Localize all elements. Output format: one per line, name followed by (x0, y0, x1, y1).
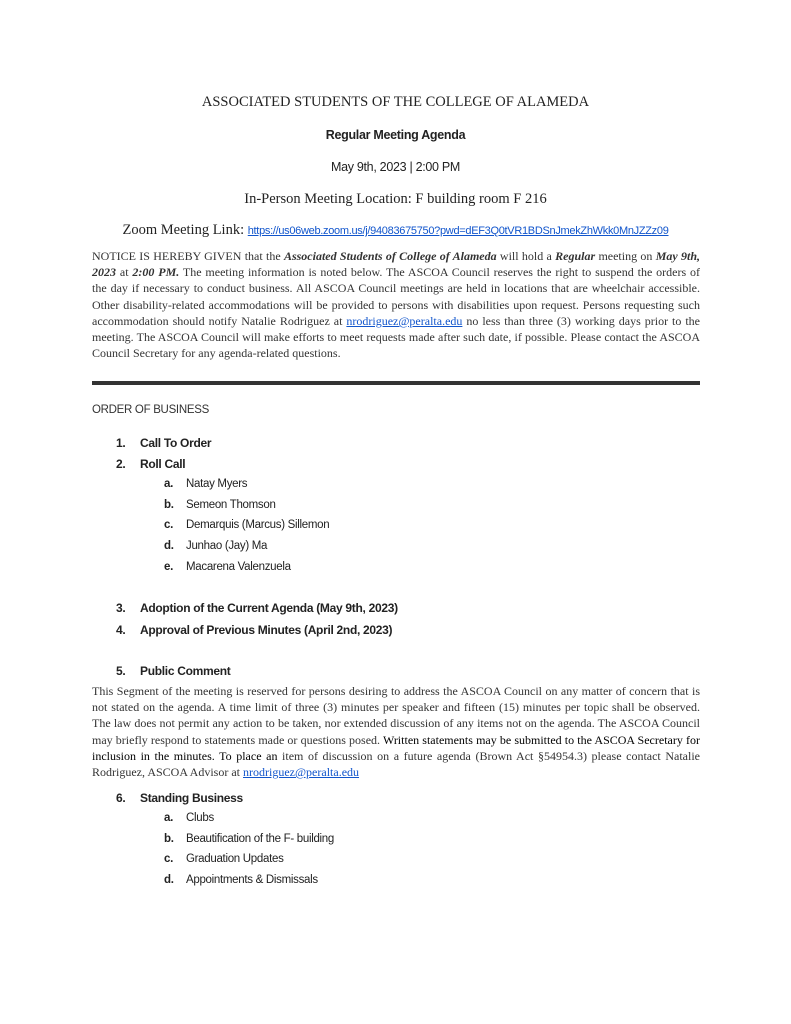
notice-email-link[interactable]: nrodriguez@peralta.edu (346, 313, 463, 328)
item-number: 4. (116, 623, 126, 637)
item-number: 6. (116, 791, 126, 805)
meeting-location: In-Person Meeting Location: F building room F 216 (244, 191, 547, 207)
notice-text: at (116, 265, 133, 280)
sub-letter: a. (164, 812, 173, 824)
item-number: 1. (116, 436, 126, 450)
zoom-label: Zoom Meeting Link: (122, 222, 245, 238)
section-divider (92, 381, 700, 385)
item-label: Approval of Previous Minutes (April 2nd, 2023) (140, 623, 393, 637)
sub-letter: c. (164, 519, 173, 531)
public-comment-text: item of discussion on a future agenda (Brown Act §54954.3) please contact Natalie Rodriguez, ASCOA Advisor at (92, 748, 701, 780)
public-comment-paragraph (92, 683, 700, 780)
member-name: Demarquis (Marcus) Sillemon (186, 519, 330, 531)
member-name: Natay Myers (186, 478, 248, 490)
member-name: Junhao (Jay) Ma (186, 540, 268, 552)
agenda-subtitle: Regular Meeting Agenda (325, 128, 466, 142)
notice-text: The meeting information is noted below. The ASCOA Council reserves the right to suspend the orders of the day if necessary to conduct business. All ASCOA Council meetings are held in locations that are wheelchair accessible. Other disability-related accommodations will be provided to persons with disabilities upon request. Persons requesting such accommodation should notify Natalie Rodriguez at (92, 265, 700, 328)
notice-paragraph (92, 248, 700, 361)
item-label: Adoption of the Current Agenda (May 9th, 2023) (140, 601, 398, 615)
business-label: Appointments & Dismissals (186, 874, 318, 886)
notice-date: May 9th, 2023 (92, 249, 700, 280)
business-label: Clubs (186, 812, 214, 824)
sub-letter: b. (164, 833, 174, 845)
zoom-line (0, 222, 791, 239)
sub-letter: d. (164, 540, 174, 552)
item-label: Public Comment (140, 664, 231, 678)
business-label: Beautification of the F- building (186, 833, 335, 845)
document-title: ASSOCIATED STUDENTS OF THE COLLEGE OF ALAMEDA (201, 94, 590, 110)
item-number: 2. (116, 457, 126, 471)
advisor-email-link[interactable]: nrodriguez@peralta.edu (243, 765, 360, 780)
notice-time: 2:00 PM. (132, 265, 180, 280)
sub-letter: e. (164, 561, 173, 573)
item-label: Roll Call (140, 457, 186, 471)
item-label: Call To Order (140, 436, 212, 450)
sub-letter: b. (164, 499, 174, 511)
zoom-link[interactable]: https://us06web.zoom.us/j/94083675750?pwd=dEF3Q0tVR1BDSnJmekZhWkk0MnJZZz09 (247, 225, 669, 237)
member-name: Macarena Valenzuela (186, 561, 291, 573)
item-number: 3. (116, 601, 126, 615)
public-comment-text: This Segment of the meeting is reserved for persons desiring to address the ASCOA Council on any matter of concern that is not stated on the agenda. A time limit of three (3) minutes per speaker and fifteen (15) minutes per topic shall be observed. The law does not permit any action to be taken, nor extended discussion of any items not on the agenda. The ASCOA Council may briefly respond to statements made or questions posed. (92, 684, 700, 747)
sub-letter: a. (164, 478, 173, 490)
notice-org: Associated Students of College of Alameda (283, 249, 497, 263)
sub-letter: d. (164, 874, 174, 886)
order-heading: ORDER OF BUSINESS (92, 404, 209, 416)
notice-meeting-type: Regular (555, 249, 596, 263)
item-label: Standing Business (140, 791, 243, 805)
notice-text: no less than three (3) working days prior to the meeting. The ASCOA Council will make efforts to meet requests made after such date, if possible. Please contact the ASCOA Council Secretary for any agenda-related questions. (92, 313, 700, 361)
business-label: Graduation Updates (186, 853, 284, 865)
notice-text: will hold a (496, 249, 556, 263)
item-number: 5. (116, 664, 126, 678)
public-comment-text: Written statements may be submitted to the ASCOA Secretary for inclusion in the minutes. To place an (92, 732, 700, 763)
member-name: Semeon Thomson (186, 499, 276, 511)
meeting-date-time: May 9th, 2023 | 2:00 PM (330, 160, 461, 174)
notice-text: NOTICE IS HEREBY GIVEN that the (92, 249, 284, 263)
notice-text: meeting on (595, 249, 656, 263)
sub-letter: c. (164, 853, 173, 865)
